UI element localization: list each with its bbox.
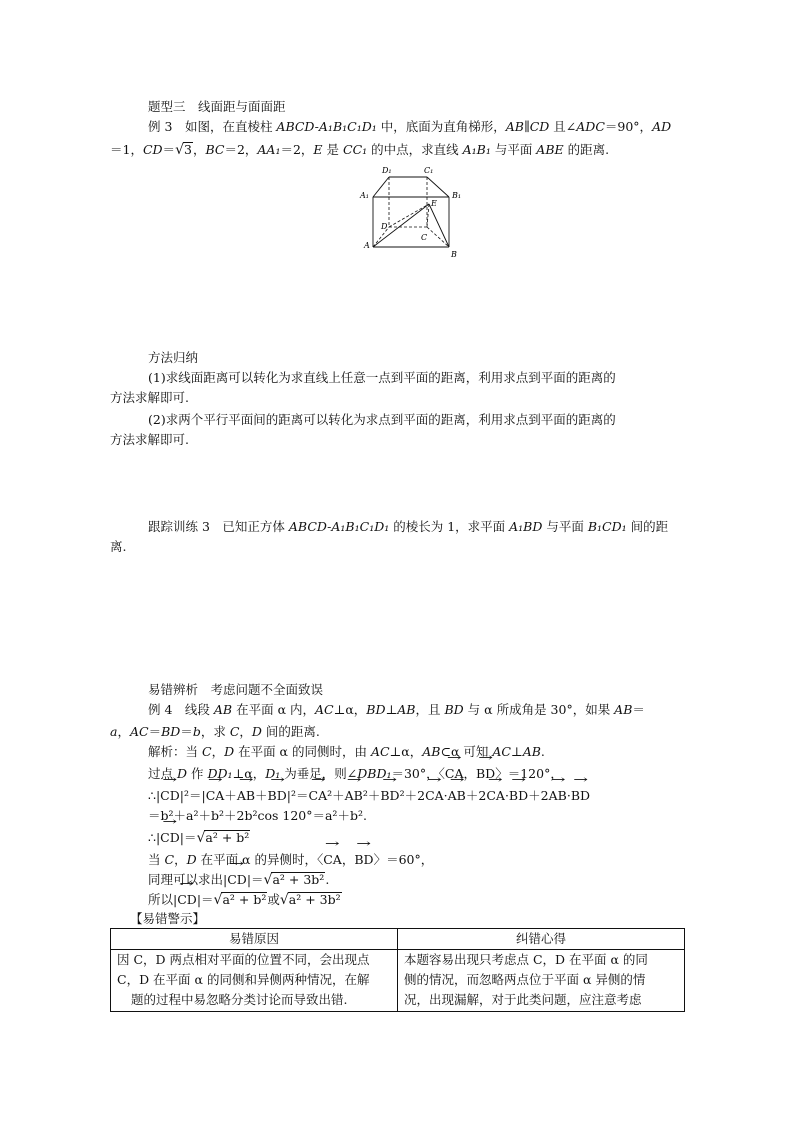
vector-bd: → BD xyxy=(476,764,495,784)
sqrt-sign: √ xyxy=(263,872,273,888)
vector-ab: → AB xyxy=(448,786,466,806)
prism-figure xyxy=(355,160,470,265)
label-c: C xyxy=(421,233,428,242)
label-b1: B₁ xyxy=(452,191,462,200)
vector-bd: → BD xyxy=(268,786,287,806)
vector-ca: → CA xyxy=(309,786,328,806)
sqrt-sign: √ xyxy=(213,892,223,908)
method-p2-line1: (2)求两个平行平面间的距离可以转化为求点到平面的距离，利用求点到平面的距离的 xyxy=(148,412,616,427)
warning-title: 【易错警示】 xyxy=(130,911,206,926)
table-cause-line: 题的过程中易忽略分类讨论而导致出错. xyxy=(131,992,348,1007)
table-lesson-line: 本题容易出现只考虑点 C，D 在平面 α 的同 xyxy=(404,952,648,967)
vector-ca: → CA xyxy=(323,850,342,870)
vector-ca: → CA xyxy=(206,786,225,806)
sqrt-sign: √ xyxy=(196,830,206,846)
vector-ab: → AB xyxy=(549,786,567,806)
vector-cd: → CD xyxy=(160,786,180,806)
vector-bd: → BD xyxy=(380,786,399,806)
line-b-e xyxy=(429,204,449,247)
solution-line4: ＝b²＋a²＋b²＋2b²cos 120°＝a²＋b². xyxy=(148,808,367,823)
label-e: E xyxy=(431,199,437,208)
vector-ab: → AB xyxy=(345,786,363,806)
method-title: 方法归纳 xyxy=(148,350,199,365)
label-d1: D₁ xyxy=(382,166,392,175)
table-header-cause: 易错原因 xyxy=(228,931,279,946)
sqrt-sign: √ xyxy=(175,142,184,158)
vector-bd: → BD xyxy=(354,850,373,870)
solution-line2: 过点 D 作 DD₁⊥α，D₁ 为垂足，则∠DBD₁＝30°，〈→ CA，→ BD〉＝120°， xyxy=(148,764,563,784)
sqrt-sign: √ xyxy=(279,892,289,908)
vector-ab: → AB xyxy=(237,786,255,806)
label-d: D xyxy=(381,222,388,231)
label-c1: C₁ xyxy=(424,166,434,175)
example-4-line2: a，AC＝BD＝b，求 C，D 间的距离. xyxy=(110,724,320,739)
edge-c1-b1 xyxy=(427,177,449,197)
vector-ca: → CA xyxy=(445,764,464,784)
table-cause-line: C，D 在平面 α 的同侧和异侧两种情况，在解 xyxy=(117,972,370,987)
section-title: 题型三 线面距与面面距 xyxy=(148,99,286,114)
method-p2-line2: 方法求解即可. xyxy=(110,432,189,447)
method-p1-line1: (1)求线面距离可以转化为求直线上任意一点到平面的距离，利用求点到平面的距离的 xyxy=(148,370,616,385)
example-3-line-1: 例 3 如图，在直棱柱 ABCD-A₁B₁C₁D₁ 中，底面为直角梯形，AB∥CD 且∠ADC＝90°，AD xyxy=(148,119,672,134)
label-a: A xyxy=(364,241,370,250)
example-4-line1: 例 4 线段 AB 在平面 α 内，AC⊥α，BD⊥AB，且 BD 与 α 所成角是 30°，如果 AB＝ xyxy=(148,702,645,717)
solution-line6: 当 C，D 在平面 α 的异侧时，〈→ CA，→ BD〉＝60°， xyxy=(148,850,433,870)
training-3-line1: 跟踪训练 3 已知正方体 ABCD-A₁B₁C₁D₁ 的棱长为 1，求平面 A₁BD 与平面 B₁CD₁ 间的距 xyxy=(148,519,669,534)
label-b: B xyxy=(451,250,457,259)
table-header-lesson: 纠错心得 xyxy=(515,931,566,946)
vector-cd: → CD xyxy=(160,828,180,848)
vector-ca: → CA xyxy=(486,786,505,806)
solution-line7: 同理可以求出|→ CD|＝√a² + 3b². xyxy=(148,870,329,890)
edge-a1-d1 xyxy=(373,177,389,197)
solution-line3: ∴|→ CD|²＝|→ CA＋→ AB＋→ BD|²＝→ CA²＋→ AB²＋→ BD²＋2→ CA·→ AB＋2→ CA·→ BD＋2→ AB·→ BD xyxy=(148,786,590,806)
edge-c-b-hidden xyxy=(427,227,449,247)
solution-line5: ∴|→ CD|＝√a² + b² xyxy=(148,828,250,848)
table-lesson-line: 侧的情况，而忽略两点位于平面 α 异侧的情 xyxy=(404,972,646,987)
example-3-line-2: ＝1，CD＝√3，BC＝2，AA₁＝2，E 是 CC₁ 的中点，求直线 A₁B₁ 与平面 ABE 的距离. xyxy=(110,142,610,158)
error-table xyxy=(110,928,685,1012)
solution-line8: 所以|→ CD|＝√a² + b²或√a² + 3b² xyxy=(148,890,342,910)
line-d-e-hidden xyxy=(389,204,429,227)
solution-line1: 解析：当 C，D 在平面 α 的同侧时，由 AC⊥α，AB⊂α 可知 AC⊥AB. xyxy=(148,744,545,759)
vector-bd: → BD xyxy=(509,786,528,806)
training-3-line2: 离. xyxy=(110,539,127,554)
vector-cd: → CD xyxy=(177,890,197,910)
vector-bd: → BD xyxy=(571,786,590,806)
table-cause-line: 因 C，D 两点相对平面的位置不同，会出现点 xyxy=(117,952,370,967)
table-lesson-line: 况，出现漏解，对于此类问题，应注意考虑 xyxy=(404,992,642,1007)
errors-title: 易错辨析 考虑问题不全面致误 xyxy=(148,682,324,697)
method-p1-line2: 方法求解即可. xyxy=(110,390,189,405)
label-a1: A₁ xyxy=(360,191,369,200)
vector-ca: → CA xyxy=(425,786,444,806)
vector-cd: → CD xyxy=(227,870,247,890)
